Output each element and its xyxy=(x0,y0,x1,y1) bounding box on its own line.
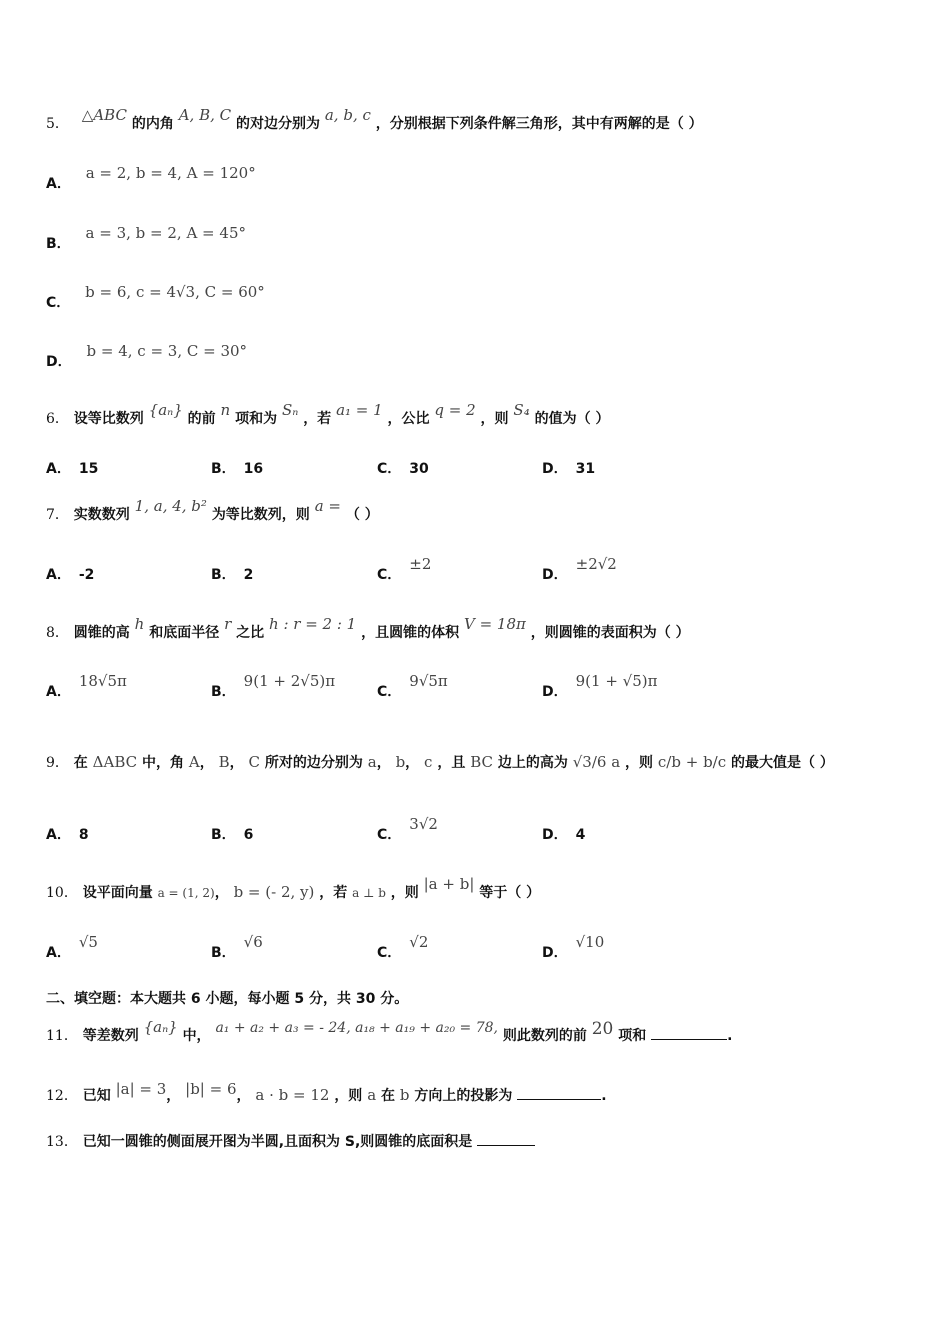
math-volume: V = 18π xyxy=(463,615,526,633)
question-text: 设平面向量 xyxy=(82,885,153,901)
question-number: 13． xyxy=(46,1134,78,1150)
option-c[interactable]: C．±2 xyxy=(377,555,432,583)
math-angle-c: C xyxy=(248,753,260,771)
question-text: 的前 xyxy=(187,411,216,427)
answer-blank[interactable] xyxy=(477,1145,535,1146)
option-c[interactable]: C． b = 6, c = 4√3, C = 60° xyxy=(46,283,265,311)
option-b[interactable]: B．√6 xyxy=(211,933,263,961)
math-perpendicular: a ⊥ b xyxy=(352,886,386,900)
option-c[interactable]: C．3√2 xyxy=(377,815,438,843)
question-text: 项和 xyxy=(618,1028,647,1044)
math-sequence: 1, a, 4, b² xyxy=(134,497,207,515)
question-text: 在 xyxy=(381,1088,396,1104)
question-text: 则此数列的前 xyxy=(502,1028,587,1044)
option-a[interactable]: A． 8 xyxy=(46,827,89,843)
math-h: h xyxy=(134,615,145,633)
question-number: 8． xyxy=(46,625,69,641)
option-a[interactable]: A．18√5π xyxy=(46,672,127,700)
math-q: q = 2 xyxy=(434,401,476,419)
option-math: b = 4, c = 3, C = 30° xyxy=(86,342,248,360)
question-11: 11． 等差数列 {aₙ} 中， a₁ + a₂ + a₃ = - 24, a₁₈ + a₁₉ + a₂₀ = 78, 则此数列的前 20 项和 . xyxy=(46,1018,733,1044)
option-b[interactable]: B． a = 3, b = 2, A = 45° xyxy=(46,224,246,252)
math-a: a xyxy=(367,1086,377,1104)
question-7 xyxy=(46,497,379,524)
option-d[interactable]: D．±2√2 xyxy=(542,555,617,583)
math-side-c: c xyxy=(424,753,433,771)
question-8 xyxy=(46,615,690,642)
question-text: 的内角 xyxy=(131,116,174,132)
math-magnitude: |a + b| xyxy=(423,875,475,893)
option-a[interactable]: A． 15 xyxy=(46,461,99,477)
option-row xyxy=(46,672,746,701)
question-text: 之比 xyxy=(236,625,265,641)
question-text: 中，角 xyxy=(142,755,184,771)
question-text: 的对边分别为 xyxy=(235,116,320,132)
question-number: 7． xyxy=(46,507,69,523)
question-text: （ ） xyxy=(345,507,379,523)
option-b[interactable]: B． 16 xyxy=(211,461,264,477)
math-a: a = xyxy=(314,497,341,515)
option-b[interactable]: B． 2 xyxy=(211,567,254,583)
math-sequence: {aₙ} xyxy=(143,1018,178,1036)
option-d[interactable]: D．√10 xyxy=(542,933,605,961)
question-text: ，且圆锥的体积 xyxy=(361,625,460,641)
question-text: 在 xyxy=(73,755,88,771)
option-c[interactable]: C．9√5π xyxy=(377,672,448,700)
math-height: √3/6 a xyxy=(572,753,621,771)
math-n: n xyxy=(220,401,231,419)
math-mod-b: |b| = 6 xyxy=(185,1080,237,1098)
math-twenty: 20 xyxy=(591,1019,614,1039)
question-text: 和底面半径 xyxy=(149,625,220,641)
question-text: 等于（ ） xyxy=(479,885,541,901)
question-text: 项和为 xyxy=(235,411,278,427)
question-text: 已知一圆锥的侧面展开图为半圆,且面积为 S,则圆锥的底面积是 xyxy=(82,1134,473,1150)
question-number: 5． xyxy=(46,116,69,132)
question-text: 等差数列 xyxy=(82,1028,139,1044)
question-text: ，则 xyxy=(334,1088,363,1104)
question-text: 所对的边分别为 xyxy=(264,755,363,771)
question-text: ，分别根据下列条件解三角形，其中有两解的是（ ） xyxy=(375,116,703,132)
option-d[interactable]: D． 4 xyxy=(542,827,586,843)
math-conditions: a₁ + a₂ + a₃ = - 24, a₁₈ + a₁₉ + a₂₀ = 78, xyxy=(215,1020,498,1036)
option-math: a = 3, b = 2, A = 45° xyxy=(85,224,246,242)
math-sides: a, b, c xyxy=(324,106,371,124)
math-r: r xyxy=(224,615,232,633)
math-vector-b: b = (- 2, y) xyxy=(233,883,315,901)
math-triangle: △ABC xyxy=(81,106,127,124)
option-a[interactable]: A． a = 2, b = 4, A = 120° xyxy=(46,164,256,192)
question-12: 12． 已知 |a| = 3， |b| = 6， a · b = 12 ，则 a 在 b 方向上的投影为 . xyxy=(46,1080,607,1104)
question-13 xyxy=(46,1131,535,1151)
answer-blank[interactable] xyxy=(517,1099,601,1100)
question-text: 的值为（ ） xyxy=(534,411,610,427)
answer-blank[interactable] xyxy=(651,1039,727,1040)
math-angle-a: A xyxy=(188,753,200,771)
section-heading: 二、填空题：本大题共 6 小题，每小题 5 分，共 30 分。 xyxy=(46,991,409,1007)
question-text: ，且 xyxy=(437,755,466,771)
option-row xyxy=(46,555,746,584)
question-6 xyxy=(46,401,610,428)
question-text: 圆锥的高 xyxy=(73,625,130,641)
question-text: 方向上的投影为 xyxy=(414,1088,513,1104)
math-side-a: a xyxy=(367,753,377,771)
question-text: 设等比数列 xyxy=(73,411,144,427)
question-number: 10． xyxy=(46,885,78,901)
question-5 xyxy=(46,106,703,133)
math-mod-a: |a| = 3 xyxy=(115,1080,167,1098)
option-c[interactable]: C．√2 xyxy=(377,933,429,961)
math-dot-product: a · b = 12 xyxy=(255,1086,330,1104)
option-row xyxy=(46,458,746,478)
question-text: 实数数列 xyxy=(73,507,130,523)
question-text: ，若 xyxy=(319,885,348,901)
math-angles: A, B, C xyxy=(178,106,232,124)
math-sequence: {aₙ} xyxy=(148,401,183,419)
math-bc: BC xyxy=(470,753,493,771)
option-a[interactable]: A． -2 xyxy=(46,567,95,583)
question-text: ，若 xyxy=(303,411,332,427)
option-d[interactable]: D． b = 4, c = 3, C = 30° xyxy=(46,342,248,370)
option-c[interactable]: C． 30 xyxy=(377,461,429,477)
question-text: 的最大值是（ ） xyxy=(731,755,834,771)
question-text: ，则 xyxy=(480,411,509,427)
question-text: 边上的高为 xyxy=(497,755,568,771)
math-b: b xyxy=(399,1086,410,1104)
question-number: 6． xyxy=(46,411,69,427)
option-row xyxy=(46,815,746,844)
math-triangle: ΔABC xyxy=(92,753,138,771)
math-vector-a: a = (1, 2) xyxy=(157,886,215,900)
option-b[interactable]: B．9(1 + 2√5)π xyxy=(211,672,336,700)
question-number: 9． xyxy=(46,755,69,771)
option-math: a = 2, b = 4, A = 120° xyxy=(85,164,256,182)
question-number: 12． xyxy=(46,1088,78,1104)
math-s4: S₄ xyxy=(513,401,530,419)
question-text: 已知 xyxy=(82,1088,111,1104)
option-b[interactable]: B． 6 xyxy=(211,827,254,843)
math-expression: c/b + b/c xyxy=(657,753,727,771)
option-d[interactable]: D． 31 xyxy=(542,461,596,477)
question-text: ，则 xyxy=(625,755,654,771)
question-9: 9． 在 ΔABC 中，角 A， B， C 所对的边分别为 a， b， c ，且 BC 边上的高为 √3/6 a ，则 c/b + b/c 的最大值是（ ） xyxy=(46,753,834,771)
question-text: 中， xyxy=(182,1028,211,1044)
option-math: b = 6, c = 4√3, C = 60° xyxy=(85,283,265,301)
option-d[interactable]: D．9(1 + √5)π xyxy=(542,672,658,700)
option-a[interactable]: A．√5 xyxy=(46,933,98,961)
math-sn: Sₙ xyxy=(281,401,299,419)
question-10: 10． 设平面向量 a = (1, 2)， b = (- 2, y) ，若 a ⊥ b ，则 |a + b| 等于（ ） xyxy=(46,875,541,901)
question-text: ，公比 xyxy=(387,411,430,427)
question-number: 11． xyxy=(46,1028,78,1044)
math-ratio: h : r = 2 : 1 xyxy=(269,615,357,633)
math-a1: a₁ = 1 xyxy=(336,401,383,419)
question-text: 为等比数列，则 xyxy=(211,507,310,523)
math-angle-b: B xyxy=(218,753,230,771)
question-text: ，则 xyxy=(390,885,419,901)
math-side-b: b xyxy=(395,753,406,771)
option-row xyxy=(46,933,746,962)
question-text: ，则圆锥的表面积为（ ） xyxy=(530,625,690,641)
